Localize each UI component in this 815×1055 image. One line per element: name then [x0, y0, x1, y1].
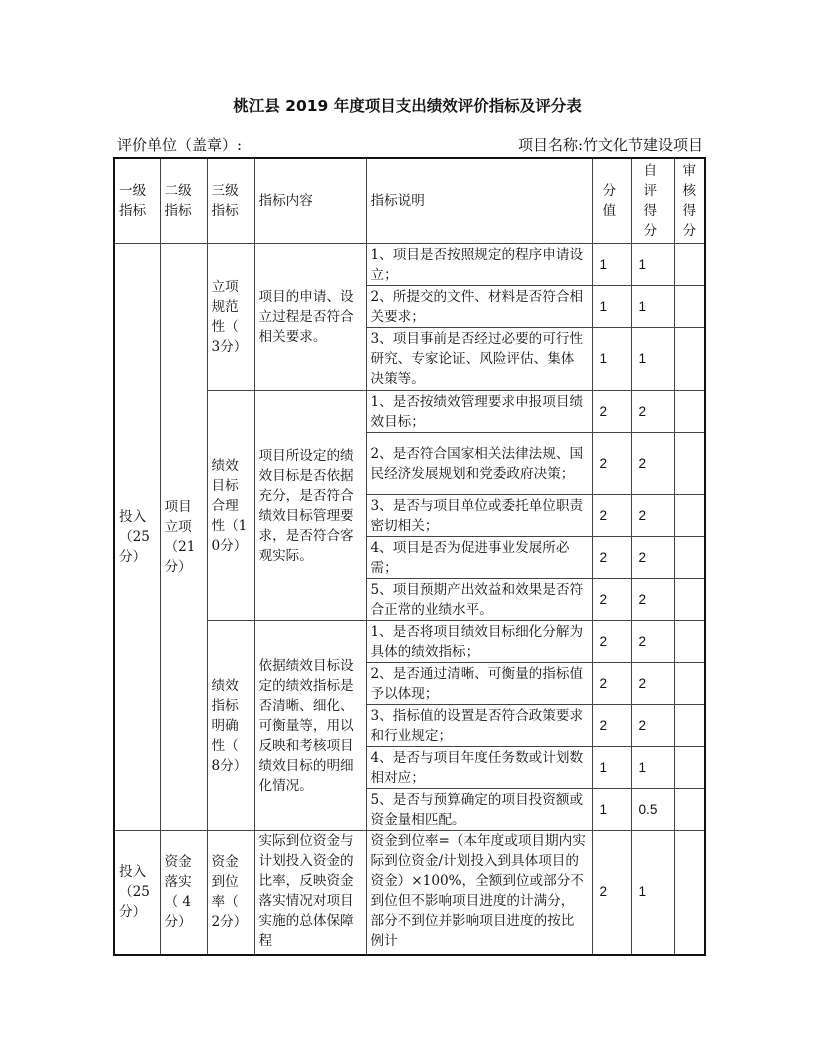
description-cell: 2、是否通过清晰、可衡量的指标值予以体现；: [366, 663, 592, 705]
level2-cell: 项目立项（21分）: [160, 244, 207, 831]
score-cell: 1: [592, 789, 631, 831]
self-score-cell: 1: [631, 328, 674, 391]
self-score-cell: 2: [631, 621, 674, 663]
audit-score-cell: [674, 705, 705, 747]
audit-score-cell: [674, 286, 705, 328]
self-score-cell: 2: [631, 433, 674, 495]
description-cell: 3、是否与项目单位或委托单位职责密切相关；: [366, 495, 592, 537]
self-score-cell: 1: [631, 286, 674, 328]
score-cell: 2: [592, 433, 631, 495]
audit-score-cell: [674, 391, 705, 433]
audit-score-cell: [674, 831, 705, 955]
description-cell: 资金到位率=（本年度或项目期内实际到位资金/计划投入到具体项目的资金）×100%，全额到位或部分不到位但不影响项目进度的计满分，部分不到位并影响项目进度的按比例计: [366, 831, 592, 955]
self-score-cell: 2: [631, 579, 674, 621]
self-score-cell: 0.5: [631, 789, 674, 831]
self-score-cell: 1: [631, 747, 674, 789]
audit-score-cell: [674, 747, 705, 789]
score-cell: 2: [592, 831, 631, 955]
content-cell: 项目所设定的绩效目标是否依据充分，是否符合绩效目标管理要求，是否符合客观实际。: [254, 391, 366, 621]
description-cell: 4、项目是否为促进事业发展所必需；: [366, 537, 592, 579]
description-cell: 3、指标值的设置是否符合政策要求和行业规定；: [366, 705, 592, 747]
header-score: 分值: [592, 158, 631, 244]
audit-score-cell: [674, 244, 705, 286]
level3-cell: 绩效目标合理性（10分）: [207, 391, 254, 621]
level1-cell: 投入（25分）: [114, 831, 160, 955]
level3-cell: 绩效指标明确性（ 8分）: [207, 621, 254, 831]
level2-cell: 资金落实（ 4分）: [160, 831, 207, 955]
self-score-cell: 2: [631, 705, 674, 747]
evaluation-table: [113, 157, 706, 956]
description-cell: 3、项目事前是否经过必要的可行性研究、专家论证、风险评估、集体决策等。: [366, 328, 592, 391]
description-cell: 2、是否符合国家相关法律法规、国民经济发展规划和党委政府决策；: [366, 433, 592, 495]
description-cell: 4、是否与项目年度任务数或计划数相对应；: [366, 747, 592, 789]
score-cell: 2: [592, 579, 631, 621]
score-cell: 1: [592, 328, 631, 391]
level1-cell: 投入（25分）: [114, 244, 160, 831]
description-cell: 1、是否将项目绩效目标细化分解为具体的绩效指标；: [366, 621, 592, 663]
description-cell: 5、是否与预算确定的项目投资额或资金量相匹配。: [366, 789, 592, 831]
table-row: [114, 244, 705, 286]
score-cell: 1: [592, 286, 631, 328]
evaluator-label: 评价单位（盖章）:: [117, 136, 243, 154]
description-cell: 1、项目是否按照规定的程序申请设立；: [366, 244, 592, 286]
header-audit-score: 审核得分: [674, 158, 705, 244]
self-score-cell: 2: [631, 391, 674, 433]
header-level1: 一级指标: [114, 158, 160, 244]
score-cell: 2: [592, 621, 631, 663]
header-level2: 二级指标: [160, 158, 207, 244]
content-cell: 实际到位资金与计划投入资金的比率，反映资金落实情况对项目实施的总体保障程: [254, 831, 366, 955]
audit-score-cell: [674, 433, 705, 495]
project-name: 项目名称:竹文化节建设项目: [517, 136, 703, 154]
header-content: 指标内容: [254, 158, 366, 244]
page-title: 桃江县 2019 年度项目支出绩效评价指标及评分表: [233, 97, 582, 115]
description-cell: 2、所提交的文件、材料是否符合相关要求；: [366, 286, 592, 328]
description-cell: 1、是否按绩效管理要求申报项目绩效目标；: [366, 391, 592, 433]
description-cell: 5、项目预期产出效益和效果是否符合正常的业绩水平。: [366, 579, 592, 621]
score-cell: 2: [592, 705, 631, 747]
content-cell: 依据绩效目标设定的绩效指标是否清晰、细化、可衡量等，用以反映和考核项目绩效目标的明细化情况。: [254, 621, 366, 831]
content-cell: 项目的申请、设立过程是否符合相关要求。: [254, 244, 366, 391]
audit-score-cell: [674, 579, 705, 621]
self-score-cell: 1: [631, 244, 674, 286]
self-score-cell: 2: [631, 495, 674, 537]
score-cell: 1: [592, 747, 631, 789]
score-cell: 2: [592, 663, 631, 705]
header-level3: 三级指标: [207, 158, 254, 244]
self-score-cell: 1: [631, 831, 674, 955]
level3-cell: 立项规范性（ 3分）: [207, 244, 254, 391]
header-self-score: 自评得分: [631, 158, 674, 244]
score-cell: 2: [592, 391, 631, 433]
table-row: [114, 831, 705, 955]
audit-score-cell: [674, 621, 705, 663]
audit-score-cell: [674, 537, 705, 579]
score-cell: 1: [592, 244, 631, 286]
level3-cell: 资金到位率（ 2分）: [207, 831, 254, 955]
score-cell: 2: [592, 495, 631, 537]
audit-score-cell: [674, 789, 705, 831]
self-score-cell: 2: [631, 663, 674, 705]
audit-score-cell: [674, 663, 705, 705]
self-score-cell: 2: [631, 537, 674, 579]
header-description: 指标说明: [366, 158, 592, 244]
audit-score-cell: [674, 495, 705, 537]
header-row: [114, 158, 705, 244]
score-cell: 2: [592, 537, 631, 579]
audit-score-cell: [674, 328, 705, 391]
